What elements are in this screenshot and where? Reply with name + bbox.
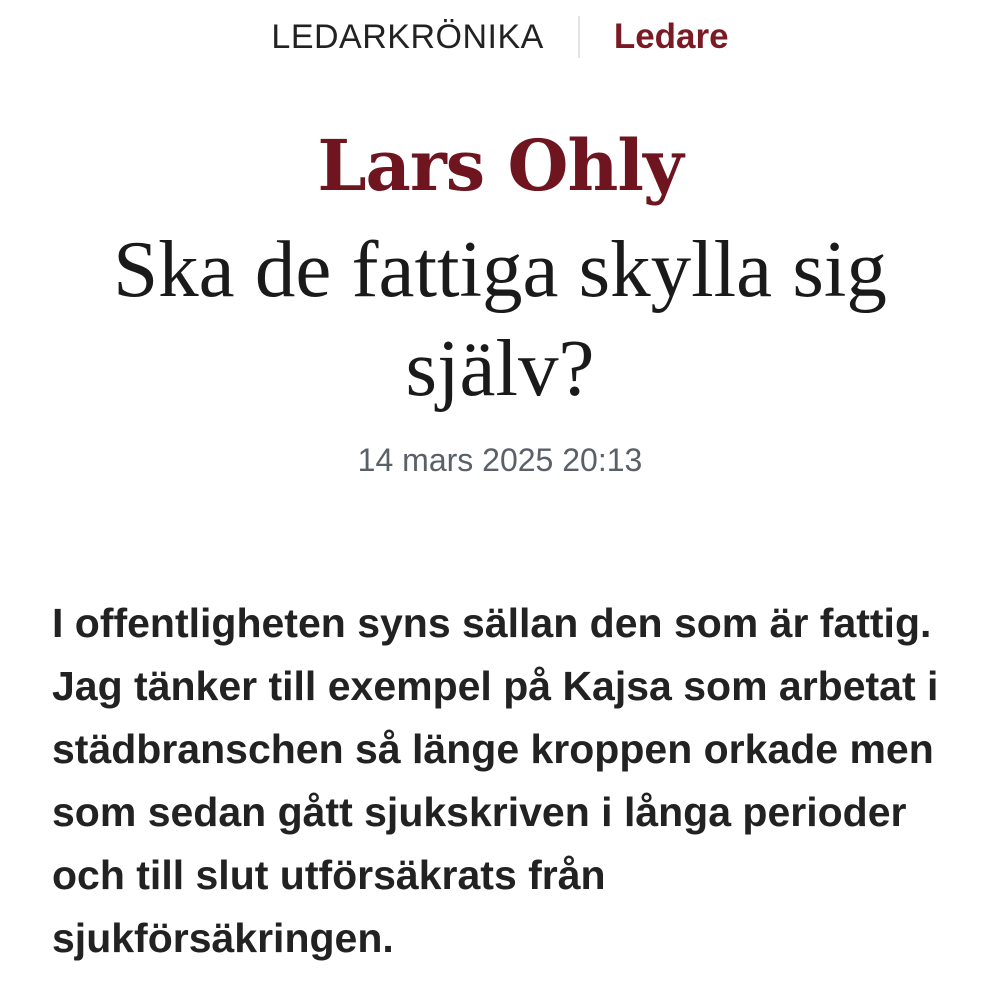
article-lead-paragraph: I offentligheten syns sällan den som är fattig. Jag tänker till exempel på Kajsa som arbetat i städbranschen så länge kroppen orkade men som sedan gått sjukskriven i långa perioder och till slut utförsäkrats från sjukförsäkringen. xyxy=(52,600,939,961)
section-link-ledare[interactable]: Ledare xyxy=(613,17,729,56)
article-headline: Ska de fattiga skylla sig själv? xyxy=(113,224,887,413)
article-category-row xyxy=(0,12,1000,62)
category-divider xyxy=(578,16,580,58)
publish-timestamp: 14 mars 2025 20:13 xyxy=(357,442,643,478)
category-kicker: LEDARKRÖNIKA xyxy=(271,17,544,56)
author-name[interactable]: Lars Ohly xyxy=(317,124,683,207)
